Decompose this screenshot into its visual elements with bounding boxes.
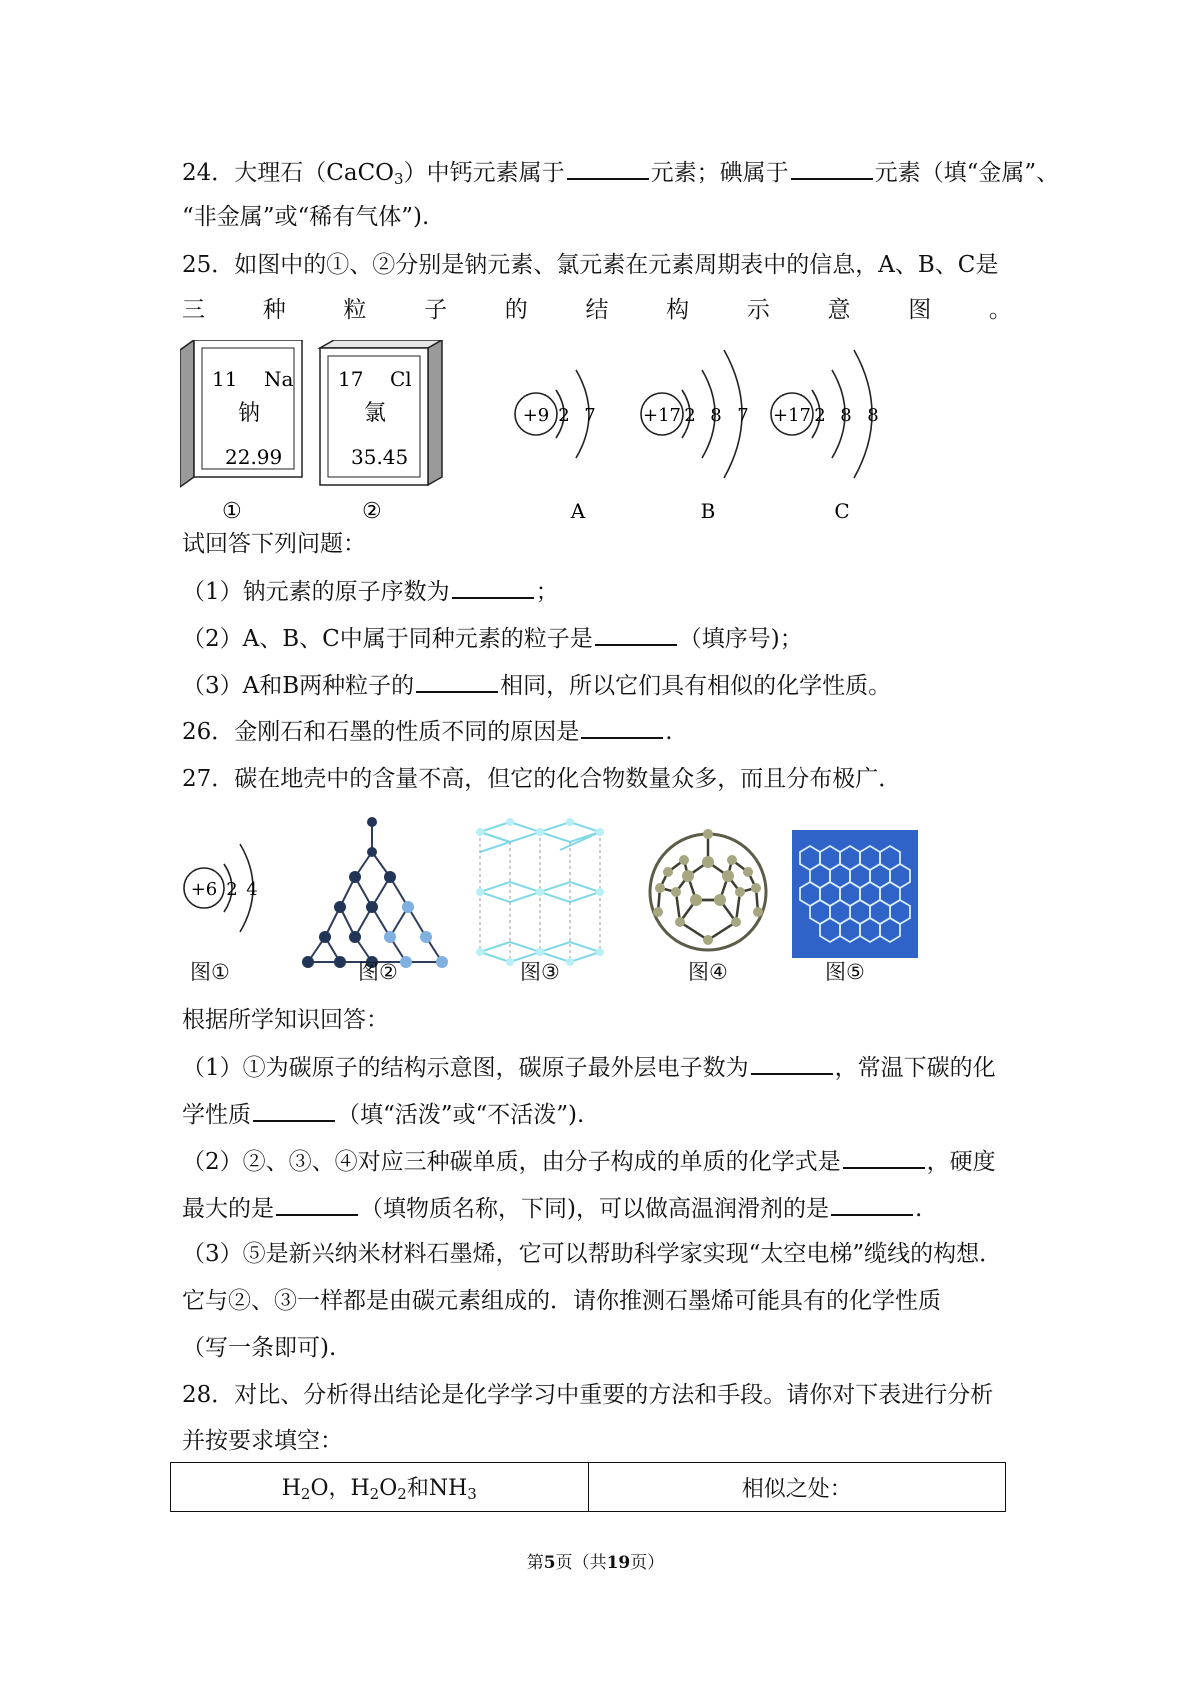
q25-intro: 试回答下列问题： xyxy=(182,531,366,557)
chlorine-tile xyxy=(320,340,442,485)
particle-b-label: B xyxy=(700,499,716,523)
carbon-shell-1: 2 xyxy=(226,879,238,900)
q25-sub3-blank[interactable] xyxy=(416,667,498,693)
q27-sub1-line2: 学性质 （填“活泼”或“不活泼”). xyxy=(182,1096,1012,1132)
na-number: 11 xyxy=(212,367,238,391)
na-mass: 22.99 xyxy=(225,445,283,469)
particle-a-nucleus: +9 xyxy=(522,405,550,426)
q27-sub2-blank-3[interactable] xyxy=(831,1190,913,1216)
q28-line1: 28．对比、分析得出结论是化学学习中重要的方法和手段。请你对下表进行分析 xyxy=(182,1382,994,1408)
particle-c-shell-1: 2 xyxy=(814,405,826,426)
q27-sub1-line1: （1）①为碳原子的结构示意图，碳原子最外层电子数为 ，常温下碳的化 xyxy=(182,1049,1012,1085)
q25-sub1: （1）钠元素的原子序数为 ； xyxy=(182,573,1012,609)
q25-sub3: （3）A和B两种粒子的 相同，所以它们具有相似的化学性质。 xyxy=(182,667,1012,703)
page-footer: 第5页（共19页） xyxy=(526,1553,665,1573)
q25-sub2: （2）A、B、C中属于同种元素的粒子是 （填序号)； xyxy=(182,620,1012,656)
cl-mass: 35.45 xyxy=(351,445,409,469)
tile-label-1: ① xyxy=(222,499,242,524)
q27-sub2-blank-1[interactable] xyxy=(843,1143,925,1169)
na-name: 钠 xyxy=(238,401,261,426)
tile-label-2: ② xyxy=(362,499,382,524)
particle-c-label: C xyxy=(834,499,850,523)
graphene-image xyxy=(792,830,918,958)
particle-b-shell-3: 7 xyxy=(737,405,749,426)
sodium-tile xyxy=(180,340,302,487)
cl-symbol: Cl xyxy=(390,367,412,391)
cl-number: 17 xyxy=(338,367,364,391)
particle-b-shell-2: 8 xyxy=(710,405,722,426)
na-symbol: Na xyxy=(264,367,294,391)
cl-name: 氯 xyxy=(364,401,387,426)
particle-c-shell-2: 8 xyxy=(840,405,852,426)
particle-a xyxy=(515,370,596,523)
particle-c-nucleus: +17 xyxy=(773,405,811,426)
q24-line1: 24．大理石（CaCO$_3$）中钙元素属于 元素；碘属于 元素（填“金属”、 xyxy=(182,154,1012,196)
graphite-structure-image xyxy=(476,818,604,966)
q26-blank[interactable] xyxy=(581,713,663,739)
q27-sub2-line1: （2）②、③、④对应三种碳单质，由分子构成的单质的化学式是 ，硬度 xyxy=(182,1143,1012,1179)
fig-label-2: 图② xyxy=(358,960,398,984)
particle-a-label: A xyxy=(570,499,586,523)
q27-sub1-blank-1[interactable] xyxy=(751,1049,833,1075)
diamond-structure-image xyxy=(302,817,448,968)
q25-sub1-blank[interactable] xyxy=(452,573,534,599)
q25-line1: 25．如图中的①、②分别是钠元素、氯元素在元素周期表中的信息，A、B、C是 xyxy=(182,252,999,278)
q24-blank-2[interactable] xyxy=(791,154,873,180)
q25-line2: 三 种 粒 子 的 结 构 示 意 图 。 xyxy=(182,297,1012,323)
fig-label-4: 图④ xyxy=(688,960,728,984)
particle-b-shell-1: 2 xyxy=(684,405,696,426)
q25-sub2-blank[interactable] xyxy=(595,620,677,646)
particle-c xyxy=(771,350,879,523)
fig-label-5: 图⑤ xyxy=(825,960,865,984)
q24-line2: “非金属”或“稀有气体”). xyxy=(182,204,430,230)
q27-sub3-line3: （写一条即可). xyxy=(182,1335,337,1361)
table-row xyxy=(171,1463,1006,1512)
c60-fullerene-image xyxy=(650,829,766,950)
particle-a-shell-2: 7 xyxy=(584,405,596,426)
table-cell-similarity[interactable]: 相似之处： xyxy=(588,1463,1006,1512)
q27-sub2-blank-2[interactable] xyxy=(276,1190,358,1216)
q27-intro: 根据所学知识回答： xyxy=(182,1007,389,1033)
particle-b xyxy=(641,350,749,523)
q27-sub3-line1: （3）⑤是新兴纳米材料石墨烯，它可以帮助科学家实现“太空电梯”缆线的构想． xyxy=(182,1241,1003,1267)
q24-blank-1[interactable] xyxy=(567,154,649,180)
particle-b-nucleus: +17 xyxy=(643,405,681,426)
q26-line: 26．金刚石和石墨的性质不同的原因是 . xyxy=(182,713,1012,749)
q27-line1: 27．碳在地壳中的含量不高，但它的化合物数量众多，而且分布极广． xyxy=(182,766,902,792)
q28-line2: 并按要求填空： xyxy=(182,1428,343,1454)
q25-figure xyxy=(180,340,940,525)
fig-label-3: 图③ xyxy=(520,960,560,984)
carbon-atom-diagram xyxy=(184,844,258,932)
q27-sub3-line2: 它与②、③一样都是由碳元素组成的．请你推测石墨烯可能具有的化学性质 xyxy=(182,1288,941,1314)
particle-c-shell-3: 8 xyxy=(867,405,879,426)
particle-a-shell-1: 2 xyxy=(558,405,570,426)
carbon-shell-2: 4 xyxy=(246,879,258,900)
carbon-nucleus: +6 xyxy=(190,879,218,900)
q27-sub2-line2: 最大的是 （填物质名称，下同)，可以做高温润滑剂的是 . xyxy=(182,1190,1012,1226)
fig-label-1: 图① xyxy=(190,960,230,984)
q27-sub1-blank-2[interactable] xyxy=(253,1096,335,1122)
table-cell-substances: $H_2O$，$H_2O_2$和$NH_3$ xyxy=(171,1463,589,1512)
comparison-table xyxy=(170,1462,1006,1512)
